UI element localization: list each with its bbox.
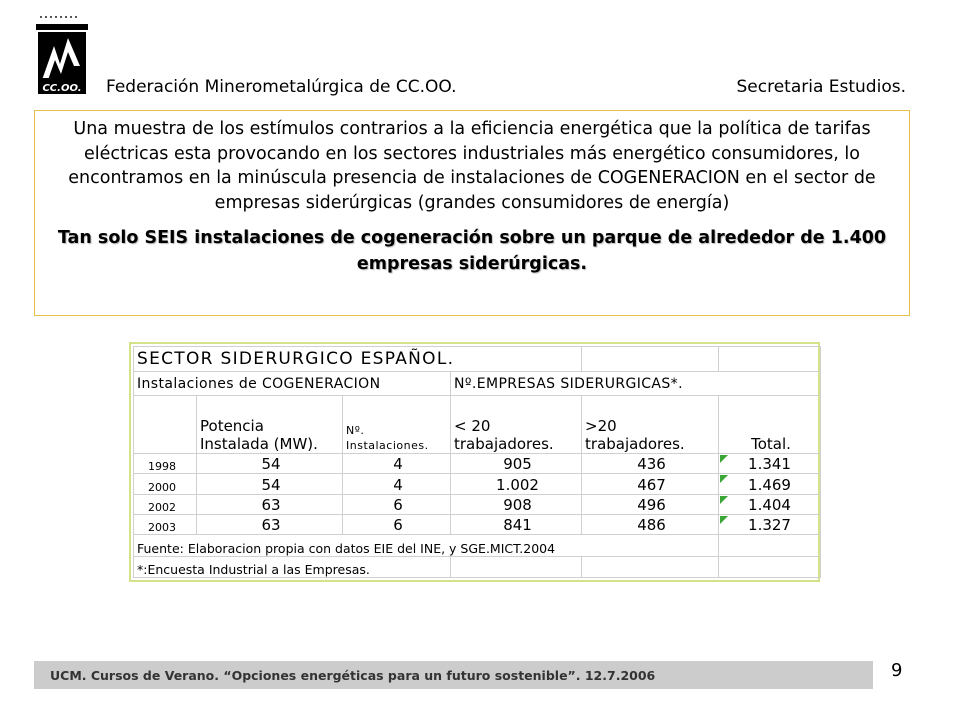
over-20-cell: 436 [582,453,719,473]
header-department: Secretaria Estudios. [736,77,906,97]
year-cell: 2002 [134,494,197,514]
table-source-note: Fuente: Elaboracion propia con datos EIE del INE, y SGE.MICT.2004 [134,535,719,556]
formula-indicator-icon [720,516,728,524]
total-cell: 1.341 [719,453,821,473]
year-cell: 2003 [134,514,197,534]
steel-sector-table [133,346,821,578]
table-row [134,474,821,494]
intro-emphasis: Tan solo SEIS instalaciones de cogeneración sobre un parque de alrededor de 1.400 empresas siderúrgicas. [57,228,887,274]
table-title: SECTOR SIDERURGICO ESPAÑOL. [134,347,582,372]
table-cell-empty [134,395,197,453]
footer-bar [34,661,873,689]
page-number: 9 [891,660,903,681]
table-cell-empty [719,556,821,577]
under-20-cell: 908 [451,494,582,514]
table-cell-empty [719,347,821,372]
footer-text: UCM. Cursos de Verano. “Opciones energéticas para un futuro sostenible”. 12.7.2006 [50,668,656,683]
table-cell-empty [719,535,821,556]
header-installations: Nº. Instalaciones. [343,395,451,453]
companies-group-label: Nº.EMPRESAS SIDERURGICAS*. [451,372,821,395]
installations-cell: 4 [343,453,451,473]
table-footnote: *:Encuesta Industrial a las Empresas. [134,556,451,577]
power-cell: 63 [197,514,343,534]
table-cell-empty [451,556,582,577]
table-row [134,453,821,473]
svg-text:CC.OO.: CC.OO. [42,83,82,94]
formula-indicator-icon [720,475,728,483]
over-20-cell: 496 [582,494,719,514]
table-cell-empty [582,347,719,372]
header-under-20: < 20 trabajadores. [451,395,582,453]
ccoo-logo-icon [34,16,90,96]
year-cell: 2000 [134,474,197,494]
intro-box [34,110,910,316]
total-cell: 1.327 [719,514,821,534]
total-cell: 1.404 [719,494,821,514]
header-power: Potencia Instalada (MW). [197,395,343,453]
table-row [134,514,821,534]
installations-cell: 4 [343,474,451,494]
installations-cell: 6 [343,494,451,514]
table-cell-empty [582,556,719,577]
under-20-cell: 905 [451,453,582,473]
over-20-cell: 486 [582,514,719,534]
header-total: Total. [719,395,821,453]
installations-cell: 6 [343,514,451,534]
under-20-cell: 1.002 [451,474,582,494]
table-row [134,494,821,514]
header-organization: Federación Minerometalúrgica de CC.OO. [106,77,457,97]
intro-text: Una muestra de los estímulos contrarios a la eficiencia energética que la política de tarifas eléctricas esta provocando en los sectores industriales más energético consumidores, lo encontramos en la minúscula presencia de instalaciones de COGENERACION en el sector de empresas siderúrgicas (grandes consumidores de energía) [68,119,876,213]
power-cell: 54 [197,474,343,494]
power-cell: 54 [197,453,343,473]
formula-indicator-icon [720,455,728,463]
over-20-cell: 467 [582,474,719,494]
header-over-20: >20 trabajadores. [582,395,719,453]
under-20-cell: 841 [451,514,582,534]
formula-indicator-icon [720,496,728,504]
total-cell: 1.469 [719,474,821,494]
power-cell: 63 [197,494,343,514]
cogeneration-group-label: Instalaciones de COGENERACION [134,372,451,395]
year-cell: 1998 [134,453,197,473]
steel-sector-table-frame [129,342,820,582]
